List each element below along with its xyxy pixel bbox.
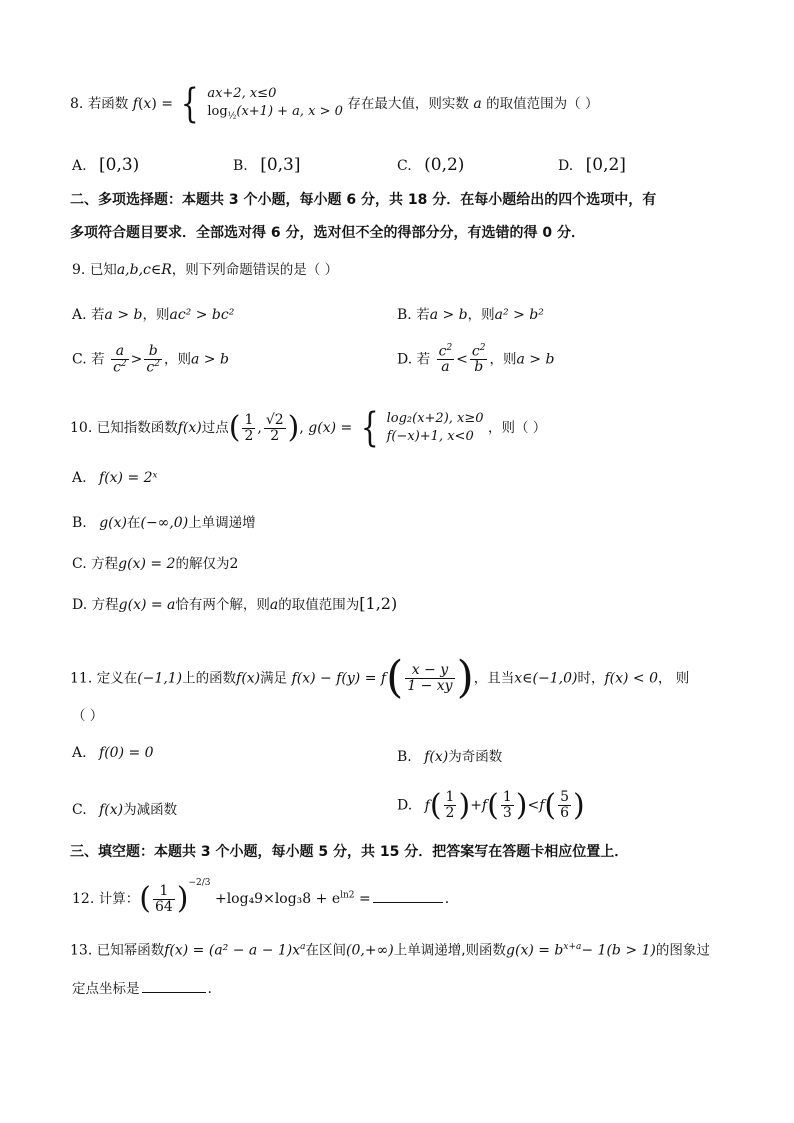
- question-12: 12. 计算：( $\frac{1}{64}$ )$^{-2/3} +\log_49\times\log_38 + e^{ln2}$ = .: [72, 878, 450, 916]
- q11-option-a: A. f(0) = 0: [72, 745, 154, 761]
- exponent: −2/3: [188, 878, 211, 888]
- q11-option-c: C. f(x)为减函数: [72, 802, 178, 818]
- q9-option-c: C. 若 $\frac{a}{c^2}$ > $\frac{b}{c^2}$ ，则a > b: [72, 343, 229, 376]
- piecewise-brace: {: [181, 81, 200, 127]
- q10-option-c: C. 方程g(x) = 2的解仅为2: [72, 556, 239, 572]
- question-8: 8. 若函数 f(x) = { ax+2, x≤0 $\log_{\frac{1}{2}}(x+1) + a$, x > 0 存在最大值，则实数 a 的取值范围为（ ）: [70, 81, 599, 127]
- question-number: 8.: [70, 96, 84, 112]
- question-10: 10. 已知指数函数f(x)过点( $\frac{1}{2}$ , $\frac{√2}{2}$ ), g(x) = { log₂(x+2), x≥0 f(−x)+1, x<0 ，则（ ）: [70, 405, 547, 451]
- q10-option-a: A. f(x) = 2ˣ: [72, 470, 158, 486]
- question-11-paren: （ ）: [72, 708, 104, 724]
- question-11: 11. 定义在(−1,1)上的函数f(x)满足 f(x) − f(y) = f( $\frac{x - y}{1 - xy}$ )，且当x∈(−1,0)时，f(x) < 0， 则: [70, 652, 690, 703]
- q9-option-a: A. 若a > b，则ac² > bc²: [72, 307, 235, 323]
- question-13-cont: 定点坐标是 .: [72, 981, 212, 997]
- q10-option-d: D. 方程g(x) = a恰有两个解，则a的取值范围为[1,2): [72, 594, 398, 613]
- q11-option-b: B. f(x)为奇函数: [397, 749, 503, 765]
- question-text: 存在最大值，则实数: [347, 96, 469, 112]
- function-symbol: f: [132, 96, 138, 112]
- question-text: 若函数: [87, 96, 129, 112]
- question-9: 9. 已知a,b,c∈R，则下列命题错误的是（ ）: [72, 262, 339, 278]
- section-3-heading: 三、填空题：本题共 3 个小题，每小题 5 分，共 15 分．把答案写在答题卡相应位置上．: [70, 844, 629, 860]
- answer-blank[interactable]: [142, 992, 206, 993]
- q9-option-d: D. 若 $\frac{c^2}{a}$ < $\frac{c^2}{b}$ ，则a > b: [397, 343, 555, 376]
- piecewise-cases: [207, 85, 343, 122]
- section-2-heading-cont: 多项符合题目要求．全部选对得 6 分，选对但不全的得部分分，有选错的得 0 分．: [70, 225, 585, 241]
- q9-option-b: B. 若a > b，则a² > b²: [397, 307, 544, 323]
- option-d: D. [0,2]: [558, 155, 626, 175]
- option-c: C. (0,2): [397, 155, 465, 175]
- section-2-heading: 二、多项选择题：本题共 3 个小题，每小题 6 分，共 18 分．在每小题给出的四个选项中，有: [70, 192, 657, 208]
- variable-set: a,b,c∈R: [116, 262, 172, 278]
- piece-1: log₂(x+2), x≥0: [386, 411, 484, 427]
- question-13: 13. 已知幂函数$f(x) = (a^2 - a - 1)x^a$在区间(0,+∞)上单调递增,则函数$g(x) = b^{x+a}- 1(b > 1)$的图象过: [70, 942, 710, 959]
- variable: a: [473, 96, 482, 112]
- option-b: B. [0,3]: [233, 155, 301, 175]
- q11-option-d: D. f( $\frac{1}{2}$ )+f( $\frac{1}{3}$ )<f( $\frac{5}{6}$ ): [397, 788, 585, 823]
- exponent: ln2: [340, 890, 355, 901]
- q10-option-b: B. g(x)在(−∞,0)上单调递增: [72, 515, 256, 531]
- option-a: A. [0,3): [72, 155, 140, 175]
- question-text: 的取值范围为（ ）: [486, 96, 599, 112]
- piece-2: $\log_{\frac{1}{2}}(x+1) + a$, x > 0: [207, 103, 343, 122]
- answer-blank[interactable]: [373, 902, 443, 903]
- piece-1: ax+2, x≤0: [207, 86, 277, 102]
- piece-2: f(−x)+1, x<0: [386, 429, 474, 444]
